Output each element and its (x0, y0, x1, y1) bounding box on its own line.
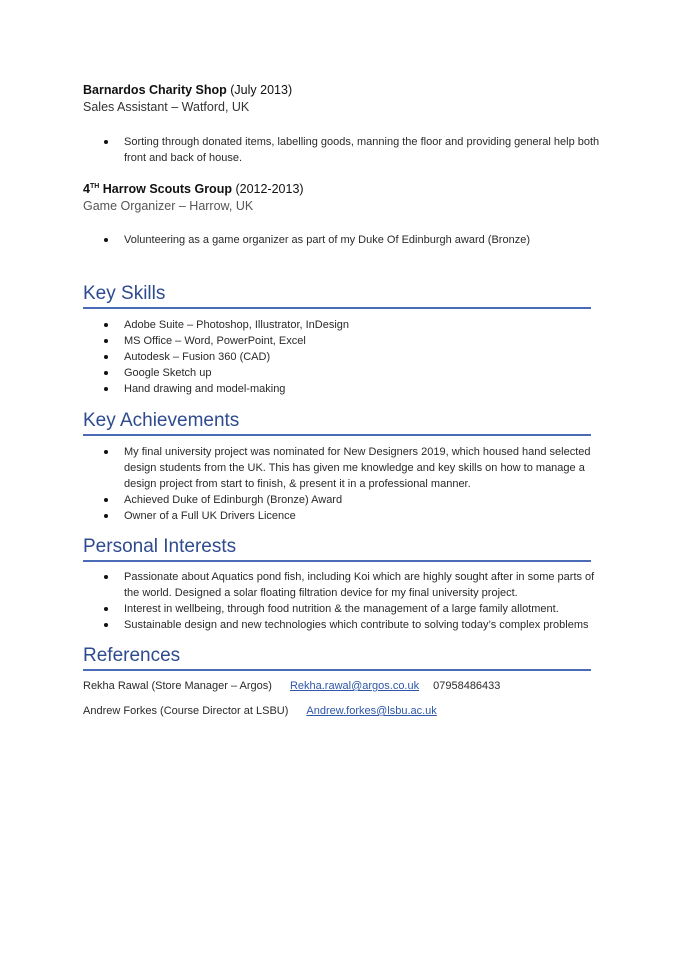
personal-interests-list (83, 569, 603, 633)
list-item: Volunteering as a game organizer as part of my Duke Of Edinburgh award (Bronze) (83, 232, 603, 248)
job-barnardos (83, 82, 603, 116)
list-item: Autodesk – Fusion 360 (CAD) (83, 349, 603, 365)
job-dates: (July 2013) (230, 83, 293, 97)
reference-phone: 07958486433 (433, 680, 501, 692)
job-bullets (83, 232, 603, 248)
section-heading-key-skills: Key Skills (83, 282, 591, 309)
job-org: Harrow Scouts Group (102, 182, 232, 196)
reference-email-link[interactable]: Rekha.rawal@argos.co.uk (289, 680, 420, 692)
section-heading-key-achievements: Key Achievements (83, 409, 591, 436)
list-item: Sorting through donated items, labelling goods, manning the floor and providing general help both front and back of house. (83, 134, 603, 166)
job-harrow-scouts (83, 181, 603, 215)
reference-name: Andrew Forkes (Course Director at LSBU) (83, 705, 289, 717)
list-item: Interest in wellbeing, through food nutrition & the management of a large family allotment. (83, 601, 603, 617)
job-title (83, 82, 603, 99)
list-item: Adobe Suite – Photoshop, Illustrator, InDesign (83, 317, 603, 333)
key-skills-list (83, 317, 603, 397)
org-number: 4 (83, 182, 90, 196)
list-item: MS Office – Word, PowerPoint, Excel (83, 333, 603, 349)
list-item: Hand drawing and model-making (83, 381, 603, 397)
reference-name: Rekha Rawal (Store Manager – Argos) (83, 680, 272, 692)
section-heading-personal-interests: Personal Interests (83, 535, 591, 562)
list-item: My final university project was nominated for New Designers 2019, which housed hand selected design students from the UK. This has given me knowledge and key skills on how to manage a design project from start to finish, & present it in a professional manner. (83, 444, 603, 492)
key-achievements-list (83, 444, 603, 524)
job-bullets (83, 134, 603, 166)
list-item: Google Sketch up (83, 365, 603, 381)
job-org: Barnardos Charity Shop (83, 83, 227, 97)
list-item: Sustainable design and new technologies which contribute to solving today’s complex problems (83, 617, 603, 633)
job-dates: (2012-2013) (235, 182, 304, 196)
reference-row-1 (83, 678, 500, 694)
section-heading-references: References (83, 644, 591, 671)
job-org-prefix (83, 182, 232, 196)
list-item: Passionate about Aquatics pond fish, including Koi which are highly sought after in some parts of the world. Designed a solar floating filtration device for my final university project. (83, 569, 603, 601)
reference-email-link[interactable]: Andrew.forkes@lsbu.ac.uk (306, 705, 437, 717)
job-role: Game Organizer – Harrow, UK (83, 199, 254, 213)
org-superscript: TH (89, 183, 100, 190)
list-item: Owner of a Full UK Drivers Licence (83, 508, 603, 524)
job-title (83, 181, 603, 198)
list-item: Achieved Duke of Edinburgh (Bronze) Award (83, 492, 603, 508)
reference-row-2 (83, 703, 437, 719)
job-role: Sales Assistant – Watford, UK (83, 100, 250, 114)
